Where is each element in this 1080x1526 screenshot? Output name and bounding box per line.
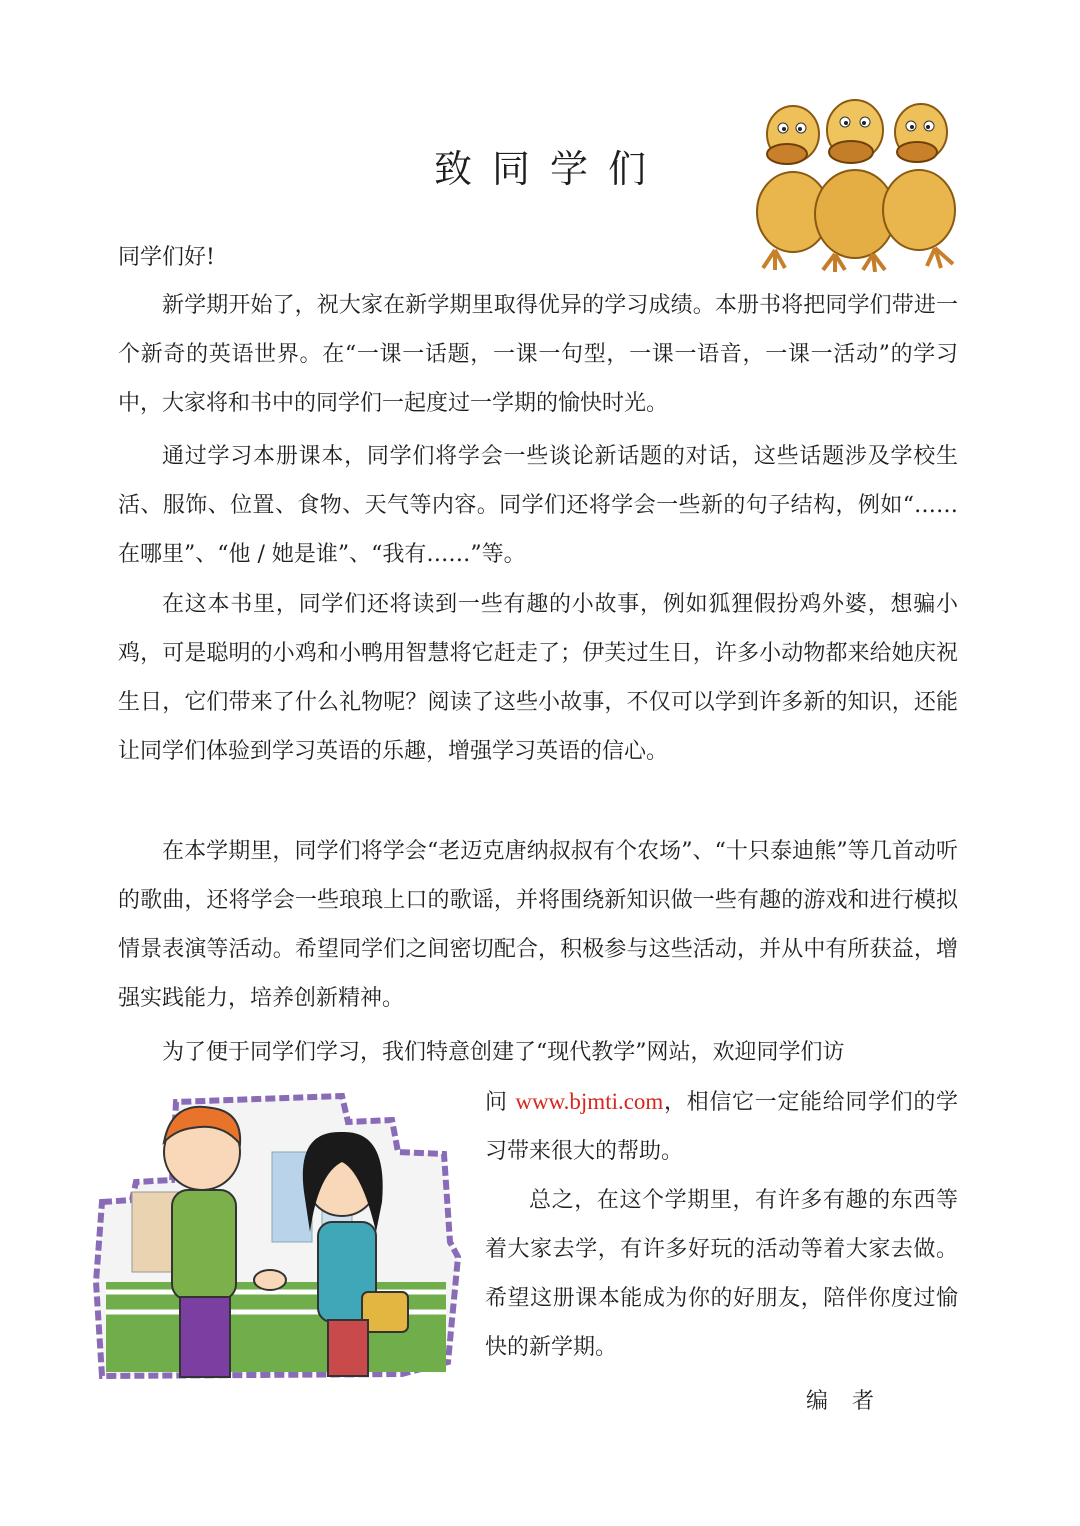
closing-paragraph: 总之，在这个学期里，有许多有趣的东西等着大家去学，有许多好玩的活动等着大家去做。希望这册课本能成为你的好朋友，陪伴你度过愉快的新学期。 (485, 1188, 958, 1360)
paragraph-5: 为了便于同学们学习，我们特意创建了“现代教学”网站，欢迎同学们访 (162, 1040, 845, 1065)
editor-signature: 编者 (806, 1389, 899, 1414)
paragraph-2: 通过学习本册课本，同学们将学会一些谈论新话题的对话，这些话题涉及学校生活、服饰、位置、食物、天气等内容。同学们还将学会一些新的句子结构，例如“……在哪里”、“他 / 她是谁”、“我有……”等。 (118, 444, 958, 567)
page-title: 致同学们 (433, 147, 666, 191)
duck-right (883, 104, 955, 268)
website-paragraph (485, 1077, 958, 1176)
paragraph-4: 在本学期里，同学们将学会“老迈克唐纳叔叔有个农场”、“十只泰迪熊”等几首动听的歌曲，还将学会一些琅琅上口的歌谣，并将围绕新知识做一些有趣的游戏和进行模拟情景表演等活动。希望同学们之间密切配合，积极参与这些活动，并从中有所获益，增强实践能力，培养创新精神。 (118, 839, 958, 1011)
greeting: 同学们好! (118, 245, 215, 270)
website-link[interactable]: www.bjmti.com (515, 1089, 664, 1114)
website-prefix: 问 (485, 1090, 516, 1115)
paragraph-1: 新学期开始了，祝大家在新学期里取得优异的学习成绩。本册书将把同学们带进一个新奇的英语世界。在“一课一话题，一课一句型，一课一语音，一课一活动”的学习中，大家将和书中的同学们一起度过一学期的愉快时光。 (118, 293, 958, 416)
duck-center (815, 100, 895, 272)
paragraph-3: 在这本书里，同学们还将读到一些有趣的小故事，例如狐狸假扮鸡外婆，想骗小鸡，可是聪明的小鸡和小鸭用智慧将它赶走了；伊芙过生日，许多小动物都来给她庆祝生日，它们带来了什么礼物呢？阅读了这些小故事，不仅可以学到许多新的知识，还能让同学们体验到学习英语的乐趣，增强学习英语的信心。 (118, 592, 958, 764)
website-suffix: ，相信它一定能给同学们的学习带来很大的帮助。 (485, 1090, 958, 1164)
three-ducks-illustration (745, 82, 965, 272)
duck-left (757, 106, 829, 270)
children-handshake-illustration (92, 1082, 462, 1382)
